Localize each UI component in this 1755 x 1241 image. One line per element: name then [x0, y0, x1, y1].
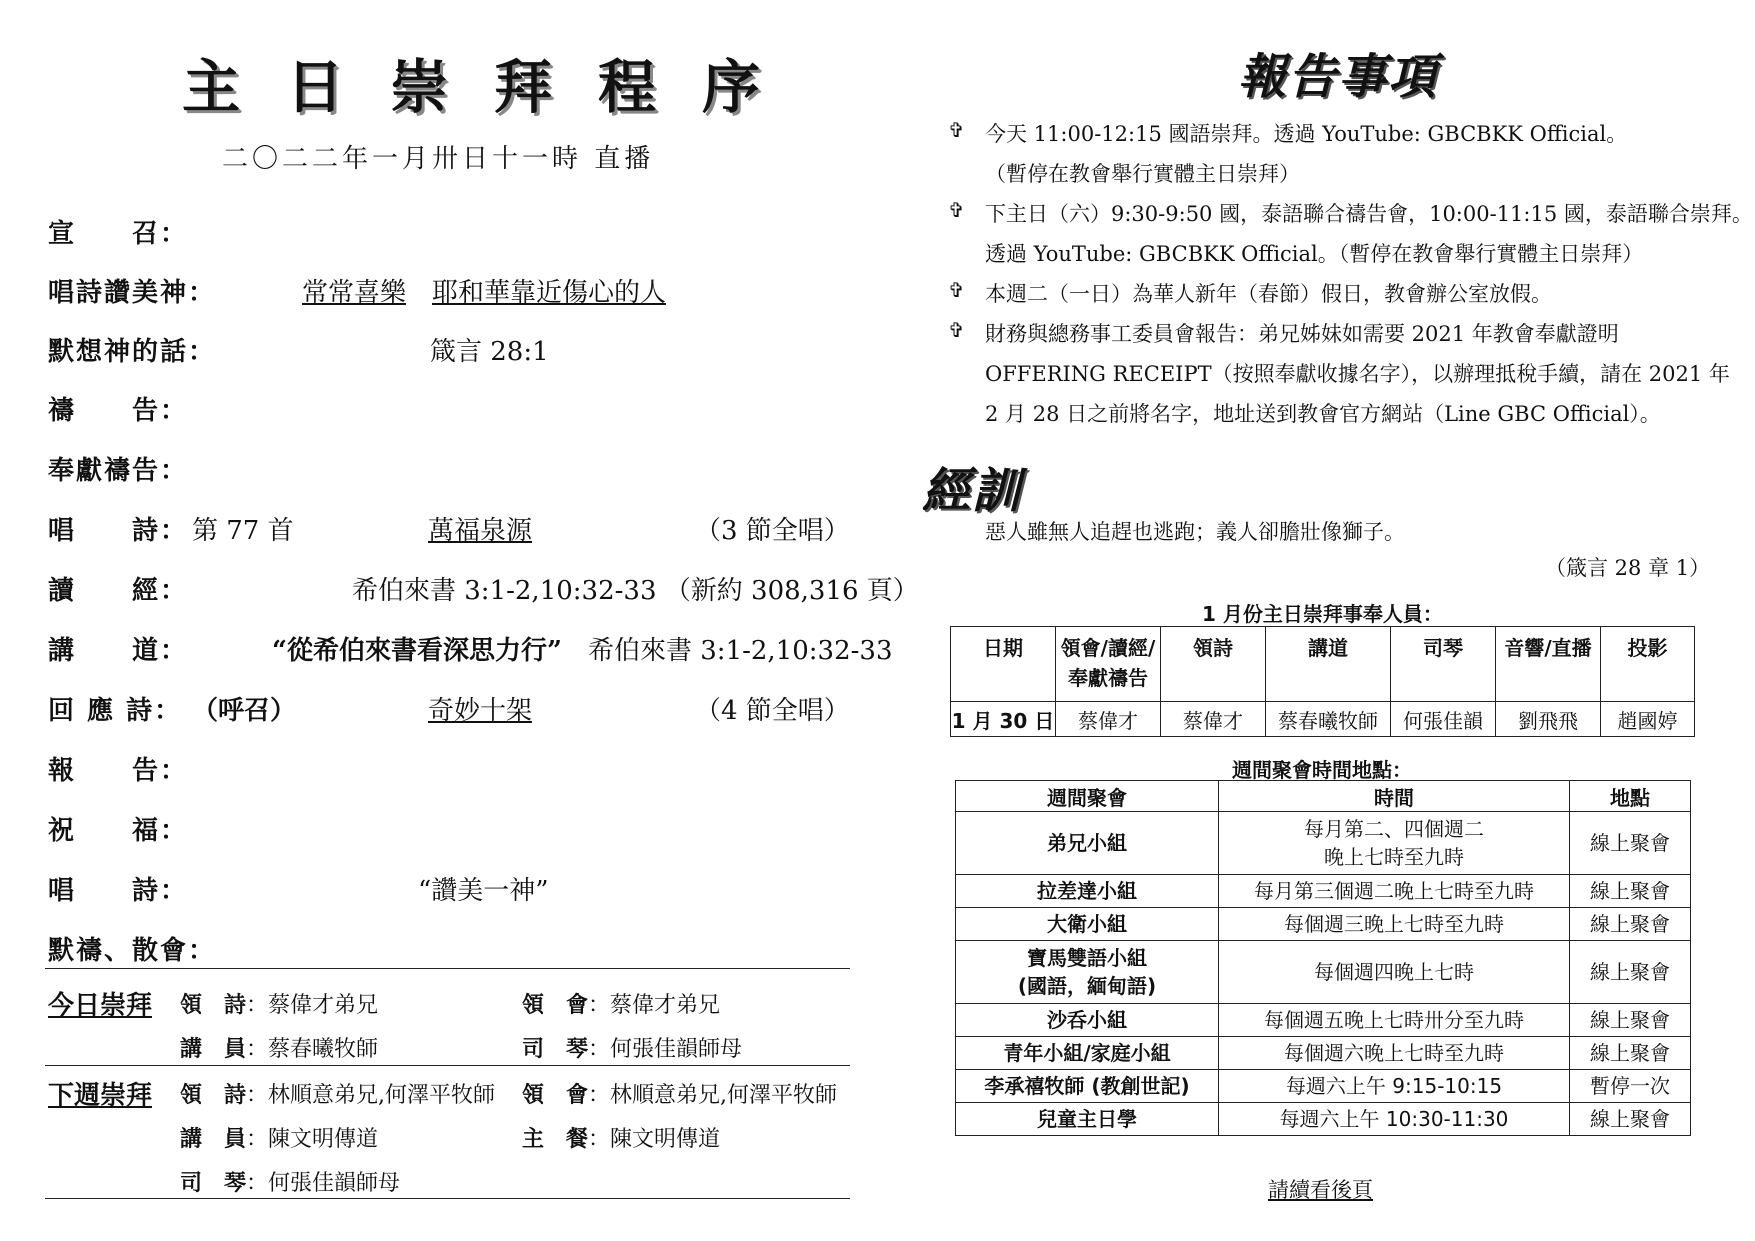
divider: [45, 1198, 850, 1199]
role-label: 領 詩: [180, 1082, 247, 1108]
table-cell: 每週六上午 10:30-11:30: [1219, 1103, 1570, 1136]
announcement-item: [985, 314, 1730, 434]
item-label: 讀 經：: [48, 576, 189, 606]
table-cell: 大衛小組: [956, 908, 1219, 941]
table-row: [956, 1070, 1691, 1103]
item-label: 默禱、散會：: [48, 936, 217, 966]
staff-role: 講 員：陳文明傳道: [180, 1126, 379, 1152]
staff-table: [950, 626, 1695, 737]
role-label: 主 餐: [522, 1126, 589, 1152]
role-person: 蔡偉才弟兄: [610, 993, 721, 1018]
staff-role: 主 餐：陳文明傳道: [522, 1126, 721, 1152]
table-cell: 青年小組/家庭小組: [956, 1037, 1219, 1070]
staff-role: 領 詩：林順意弟兄,何澤平牧師: [180, 1082, 496, 1108]
item-label: 唱 詩：: [48, 876, 189, 906]
table-cell: 何張佳韻: [1391, 702, 1496, 737]
column-header: 司琴: [1391, 627, 1496, 702]
table-cell: 拉差達小組: [956, 875, 1219, 908]
divider: [45, 1065, 850, 1066]
cross-bullet-icon: ✞: [948, 198, 965, 222]
table-cell: 李承禧牧師 (教創世記): [956, 1070, 1219, 1103]
item-label: 默想神的話：: [48, 337, 217, 367]
table-row: [951, 702, 1695, 737]
table-cell: 線上聚會: [1570, 1004, 1691, 1037]
hymn-title: 奇妙十架: [428, 696, 533, 726]
scripture-verse: 惡人雖無人追趕也逃跑；義人卻膽壯像獅子。: [985, 520, 1405, 544]
table-cell: 線上聚會: [1570, 1103, 1691, 1136]
weekly-table: [955, 780, 1691, 1136]
role-person: 何張佳韻師母: [268, 1171, 401, 1196]
item-label: 唱 詩：: [48, 516, 189, 546]
sermon-title: “從希伯來書看深思力行”: [272, 636, 562, 666]
announcement-line: 今天 11:00-12:15 國語崇拜。透過 YouTube: GBCBKK Official。: [985, 122, 1628, 146]
cross-bullet-icon: ✞: [948, 278, 965, 302]
role-label: 領 會: [522, 992, 589, 1018]
staff-role: 領 會：林順意弟兄,何澤平牧師: [522, 1082, 838, 1108]
item-label: 宣 召：: [48, 219, 189, 249]
announcement-line: 2 月 28 日之前將名字，地址送到教會官方網站（Line GBC Official）。: [985, 402, 1661, 426]
table-cell: 線上聚會: [1570, 1037, 1691, 1070]
table-cell: 趙國婷: [1601, 702, 1695, 737]
cross-bullet-icon: ✞: [948, 318, 965, 342]
table-cell: 每個週三晚上七時至九時: [1219, 908, 1570, 941]
staff-role: 司 琴：何張佳韻師母: [180, 1170, 401, 1196]
column-header: 投影: [1601, 627, 1695, 702]
table-cell: 蔡偉才: [1056, 702, 1161, 737]
role-label: 領 詩: [180, 992, 247, 1018]
staff-role: 司 琴：何張佳韻師母: [522, 1036, 743, 1062]
item-label: 禱 告：: [48, 396, 189, 426]
table-cell: 沙呑小組: [956, 1004, 1219, 1037]
table-row: [956, 908, 1691, 941]
hymn-number: 第 77 首: [192, 516, 294, 546]
table-cell: 每月第二、四個週二 晚上七時至九時: [1219, 812, 1570, 875]
announcement-item: [985, 114, 1627, 194]
column-header: 日期: [951, 627, 1056, 702]
staff-role: 領 詩：蔡偉才弟兄: [180, 992, 379, 1018]
table-header-row: [956, 781, 1691, 812]
role-person: 陳文明傳道: [610, 1127, 721, 1152]
table-cell: 暫停一次: [1570, 1070, 1691, 1103]
scripture-reading: 希伯來書 3:1-2,10:32-33 （新約 308,316 頁）: [352, 576, 919, 606]
table-cell: 寶馬雙語小組 (國語，緬甸語): [956, 941, 1219, 1004]
item-label: 唱詩讚美神：: [48, 278, 217, 308]
announcement-line: 透過 YouTube: GBCBKK Official。（暫停在教會舉行實體主日崇拜）: [985, 242, 1644, 266]
table-row: [956, 812, 1691, 875]
table-cell: 每個週六晚上七時至九時: [1219, 1037, 1570, 1070]
item-label: 報 告：: [48, 756, 189, 786]
table-cell: 線上聚會: [1570, 908, 1691, 941]
column-header: 領詩: [1161, 627, 1266, 702]
table-row: [956, 875, 1691, 908]
staff-role: 領 會：蔡偉才弟兄: [522, 992, 721, 1018]
item-label: 奉獻禱告：: [48, 456, 189, 486]
role-label: 司 琴: [522, 1036, 589, 1062]
column-header: 時間: [1219, 781, 1570, 812]
announcement-item: [985, 194, 1753, 274]
table-row: [956, 1037, 1691, 1070]
table-cell: 弟兄小組: [956, 812, 1219, 875]
table-cell: 劉飛飛: [1496, 702, 1601, 737]
table-cell: 線上聚會: [1570, 812, 1691, 875]
table-cell: 蔡春曦牧師: [1266, 702, 1391, 737]
announcement-line: 下主日（六）9:30-9:50 國，泰語聯合禱告會，10:00-11:15 國，泰語聯合崇拜。: [985, 202, 1753, 226]
hymn-title: 萬福泉源: [428, 516, 533, 546]
scripture-citation: （箴言 28 章 1）: [1545, 556, 1711, 580]
staff-role: 講 員：蔡春曦牧師: [180, 1036, 379, 1062]
item-label: 祝 福：: [48, 816, 189, 846]
sermon-scripture: 希伯來書 3:1-2,10:32-33: [588, 636, 893, 666]
continue-reading-link: 請續看後頁: [1268, 1178, 1373, 1202]
verse-note: （4 節全唱）: [695, 696, 850, 726]
next-heading: 下週崇拜: [48, 1081, 153, 1111]
table-cell: 1 月 30 日: [951, 702, 1056, 737]
announcement-line: OFFERING RECEIPT（按照奉獻收據名字），以辦理抵稅手續，請在 2021 年: [985, 362, 1730, 386]
role-person: 蔡偉才弟兄: [268, 993, 379, 1018]
scripture-title: 經訓: [922, 463, 1023, 519]
table-header-row: [951, 627, 1695, 702]
hymn-title: 常常喜樂: [302, 278, 407, 308]
item-label: 回 應 詩：: [48, 696, 183, 726]
verse-note: （3 節全唱）: [695, 516, 850, 546]
table-cell: 兒童主日學: [956, 1103, 1219, 1136]
announcement-line: 財務與總務事工委員會報告：弟兄姊妹如需要 2021 年教會奉獻證明: [985, 322, 1619, 346]
announcement-line: （暫停在教會舉行實體主日崇拜）: [985, 162, 1300, 186]
column-header: 地點: [1570, 781, 1691, 812]
role-person: 林順意弟兄,何澤平牧師: [610, 1083, 838, 1108]
item-label: 講 道：: [48, 636, 189, 666]
table-cell: 每個週四晚上七時: [1219, 941, 1570, 1004]
hymn-title: 耶和華靠近傷心的人: [432, 278, 667, 308]
role-person: 陳文明傳道: [268, 1127, 379, 1152]
table-cell: 蔡偉才: [1161, 702, 1266, 737]
column-header: 週間聚會: [956, 781, 1219, 812]
announcement-item: [985, 274, 1552, 314]
table-row: [956, 941, 1691, 1004]
column-header: 音響/直播: [1496, 627, 1601, 702]
table-cell: 線上聚會: [1570, 941, 1691, 1004]
table-cell: 每個週五晚上七時卅分至九時: [1219, 1004, 1570, 1037]
service-date: 二〇二二年一月卅日十一時 直播: [222, 144, 655, 174]
role-label: 講 員: [180, 1036, 247, 1062]
weekly-table-caption: 週間聚會時間地點：: [1232, 758, 1412, 782]
page-title: 主日崇拜程序: [182, 53, 807, 121]
role-person: 蔡春曦牧師: [268, 1037, 379, 1062]
divider: [45, 968, 850, 969]
announcements-title: 報告事項: [1238, 49, 1439, 105]
role-person: 何張佳韻師母: [610, 1037, 743, 1062]
table-row: [956, 1103, 1691, 1136]
invitation-note: （呼召）: [192, 696, 297, 726]
table-cell: 每週六上午 9:15-10:15: [1219, 1070, 1570, 1103]
scripture-reference: 箴言 28:1: [430, 337, 549, 367]
table-cell: 線上聚會: [1570, 875, 1691, 908]
role-person: 林順意弟兄,何澤平牧師: [268, 1083, 496, 1108]
role-label: 講 員: [180, 1126, 247, 1152]
cross-bullet-icon: ✞: [948, 118, 965, 142]
role-label: 司 琴: [180, 1170, 247, 1196]
closing-hymn: “讚美一神”: [418, 876, 549, 906]
staff-table-caption: 1 月份主日崇拜事奉人員：: [1202, 602, 1443, 626]
column-header: 領會/讀經/奉獻禱告: [1056, 627, 1161, 702]
announcement-line: 本週二（一日）為華人新年（春節）假日，教會辦公室放假。: [985, 282, 1552, 306]
table-cell: 每月第三個週二晚上七時至九時: [1219, 875, 1570, 908]
role-label: 領 會: [522, 1082, 589, 1108]
column-header: 講道: [1266, 627, 1391, 702]
table-row: [956, 1004, 1691, 1037]
today-heading: 今日崇拜: [48, 991, 153, 1021]
